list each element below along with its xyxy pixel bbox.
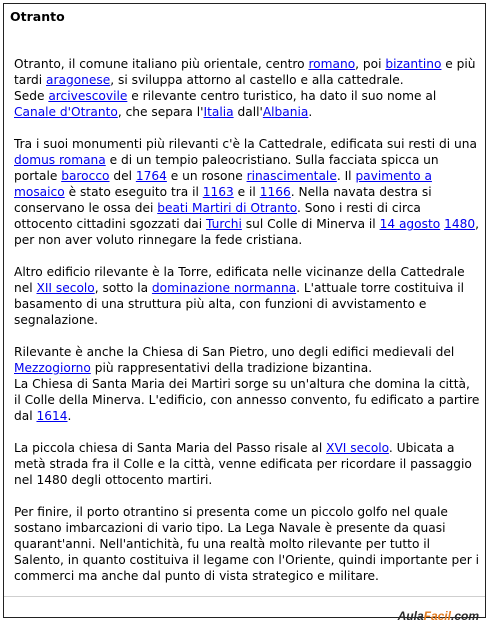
text-run: , per non aver voluto rinnegare la fede cristiana. bbox=[14, 217, 479, 247]
link-domus-romana[interactable]: domus romana bbox=[14, 153, 106, 167]
text-run: , che separa l' bbox=[117, 105, 204, 119]
page-title: Otranto bbox=[10, 9, 65, 24]
link-beati-martiri-di-otranto[interactable]: beati Martiri di Otranto bbox=[157, 201, 297, 215]
aulafacil-logo: AulaFacil.com bbox=[397, 609, 479, 623]
text-run: La piccola chiesa di Santa Maria del Passo risale al bbox=[14, 441, 327, 455]
text-run: . bbox=[67, 409, 72, 423]
text-run: e di un tempio paleocristiano. Sulla facciata spicca un portale bbox=[14, 153, 439, 183]
text-run: Altro edificio rilevante è la Torre, edificata nelle vicinanze della Cattedrale nel bbox=[14, 265, 465, 295]
text-run: Otranto, il comune italiano più orientale, centro bbox=[14, 57, 309, 71]
link-bizantino[interactable]: bizantino bbox=[385, 57, 442, 71]
text-run: . Ubicata a metà strada fra il Colle e la città, venne edificata per ricordare il passaggio nel 1480 degli ottocento martiri. bbox=[14, 441, 472, 487]
text-run: , sotto la bbox=[94, 281, 152, 295]
text-run: Tra i suoi monumenti più rilevanti c'è la Cattedrale, edificata sui resti di una bbox=[14, 137, 477, 151]
paragraph bbox=[14, 504, 480, 584]
paragraph bbox=[14, 56, 480, 120]
paragraph bbox=[14, 344, 480, 424]
text-run: Per finire, il porto otrantino si presenta come un piccolo golfo nel quale sostano imbarcazioni di vario tipo. La Lega Navale è presente da quasi quarant'anni. Nell'antichità, fu una realtà molto rilevante per tutto il Salento, in quanto costituiva il legame con l'Oriente, quindi importante per i commerci ma anche dal punto di vista strategico e militare. bbox=[14, 505, 480, 583]
link-barocco[interactable]: barocco bbox=[61, 169, 110, 183]
text-run: e il bbox=[233, 185, 260, 199]
link-mezzogiorno[interactable]: Mezzogiorno bbox=[14, 361, 91, 375]
text-run: più rappresentativi della tradizione bizantina. bbox=[90, 361, 373, 375]
link-1764[interactable]: 1764 bbox=[135, 169, 167, 183]
link-rinascimentale[interactable]: rinascimentale bbox=[246, 169, 337, 183]
text-run: sul Colle di Minerva il bbox=[241, 217, 380, 231]
link-turchi[interactable]: Turchi bbox=[206, 217, 242, 231]
link-1480[interactable]: 1480 bbox=[444, 217, 476, 231]
link-italia[interactable]: Italia bbox=[203, 105, 234, 119]
text-run: Rilevante è anche la Chiesa di San Pietro, uno degli edifici medievali del bbox=[14, 345, 455, 359]
text-run: e rilevante centro turistico, ha dato il suo nome al bbox=[127, 89, 437, 103]
text-run: e più tardi bbox=[14, 57, 476, 87]
link-canale-d-otranto[interactable]: Canale d'Otranto bbox=[14, 105, 118, 119]
text-run: . bbox=[308, 105, 313, 119]
article-body bbox=[14, 56, 480, 600]
content-frame bbox=[3, 3, 486, 618]
link-romano[interactable]: romano bbox=[308, 57, 356, 71]
footer-divider bbox=[4, 596, 485, 597]
text-run: dall' bbox=[233, 105, 263, 119]
text-run: e un rosone bbox=[166, 169, 247, 183]
paragraph bbox=[14, 440, 480, 488]
link-xii-secolo[interactable]: XII secolo bbox=[36, 281, 95, 295]
link-aragonese[interactable]: aragonese bbox=[46, 73, 111, 87]
text-run: è stato eseguito tra il bbox=[64, 185, 203, 199]
text-run: . Nella navata destra si conservano le ossa dei bbox=[14, 185, 432, 215]
link-14-agosto[interactable]: 14 agosto bbox=[379, 217, 441, 231]
text-run: . Il bbox=[336, 169, 356, 183]
link-albania[interactable]: Albania bbox=[262, 105, 309, 119]
text-run: , poi bbox=[355, 57, 386, 71]
text-run: . L'attuale torre costituiva il basamento di una struttura più alta, con funzioni di avvistamento e segnalazione. bbox=[14, 281, 465, 327]
link-xvi-secolo[interactable]: XVI secolo bbox=[326, 441, 389, 455]
link-1163[interactable]: 1163 bbox=[202, 185, 234, 199]
text-run: La Chiesa di Santa Maria dei Martiri sorge su un'altura che domina la città, il Colle della Minerva. L'edificio, con annesso convento, fu edificato a partire dal bbox=[14, 377, 480, 423]
paragraph bbox=[14, 264, 480, 328]
text-run: , si sviluppa attorno al castello e alla cattedrale. bbox=[110, 73, 404, 87]
link-1614[interactable]: 1614 bbox=[36, 409, 68, 423]
link-pavimento-a-mosaico[interactable]: pavimento a mosaico bbox=[14, 169, 432, 199]
text-run: del bbox=[109, 169, 136, 183]
link-arcivescovile[interactable]: arcivescovile bbox=[48, 89, 128, 103]
link-1166[interactable]: 1166 bbox=[259, 185, 291, 199]
text-run: Sede bbox=[14, 89, 49, 103]
text-run: . Sono i resti di circa ottocento cittadini sgozzati dai bbox=[14, 201, 421, 231]
link-dominazione-normanna[interactable]: dominazione normanna bbox=[151, 281, 297, 295]
paragraph bbox=[14, 136, 480, 248]
